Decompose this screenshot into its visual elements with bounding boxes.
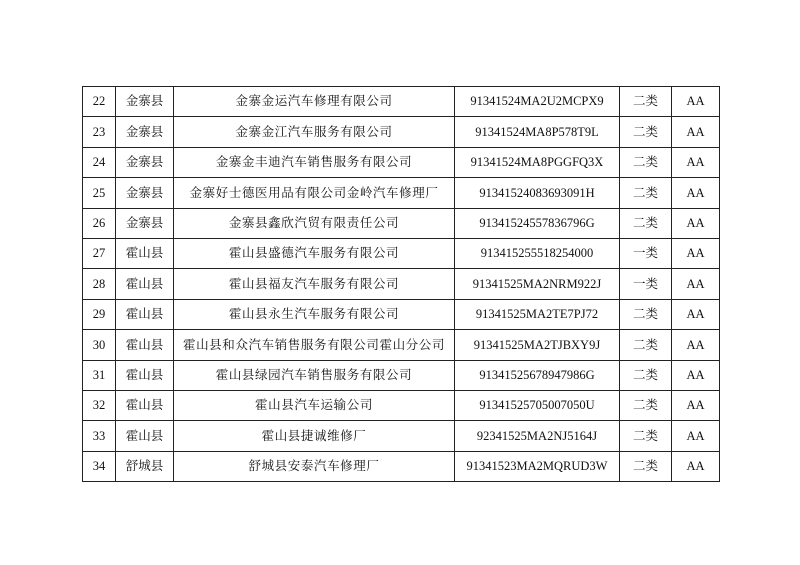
category-cell: 一类 (620, 269, 672, 299)
credit-code-cell: 91341524557836796G (455, 208, 620, 238)
row-number: 28 (83, 269, 116, 299)
credit-code-cell: 913415255518254000 (455, 238, 620, 268)
row-number: 32 (83, 390, 116, 420)
county-cell: 霍山县 (116, 269, 174, 299)
table-row (83, 269, 720, 299)
table-row (83, 117, 720, 147)
grade-cell: AA (672, 330, 720, 360)
company-name-cell: 霍山县绿园汽车销售服务有限公司 (174, 360, 455, 390)
company-name-cell: 霍山县汽车运输公司 (174, 390, 455, 420)
row-number: 26 (83, 208, 116, 238)
table-row (83, 178, 720, 208)
credit-code-cell: 91341524MA8PGGFQ3X (455, 147, 620, 177)
company-name-cell: 舒城县安泰汽车修理厂 (174, 451, 455, 481)
category-cell: 二类 (620, 87, 672, 117)
grade-cell: AA (672, 208, 720, 238)
county-cell: 舒城县 (116, 451, 174, 481)
grade-cell: AA (672, 87, 720, 117)
county-cell: 霍山县 (116, 421, 174, 451)
company-name-cell: 霍山县捷诚维修厂 (174, 421, 455, 451)
enterprise-table (82, 86, 720, 482)
company-name-cell: 霍山县和众汽车销售服务有限公司霍山分公司 (174, 330, 455, 360)
county-cell: 金寨县 (116, 208, 174, 238)
company-name-cell: 霍山县盛德汽车服务有限公司 (174, 238, 455, 268)
county-cell: 霍山县 (116, 360, 174, 390)
table-row (83, 360, 720, 390)
company-name-cell: 金寨金江汽车服务有限公司 (174, 117, 455, 147)
category-cell: 二类 (620, 330, 672, 360)
table-row (83, 451, 720, 481)
credit-code-cell: 91341525MA2NRM922J (455, 269, 620, 299)
company-name-cell: 金寨好士德医用品有限公司金岭汽车修理厂 (174, 178, 455, 208)
row-number: 34 (83, 451, 116, 481)
table-row (83, 299, 720, 329)
row-number: 27 (83, 238, 116, 268)
row-number: 29 (83, 299, 116, 329)
grade-cell: AA (672, 299, 720, 329)
category-cell: 二类 (620, 360, 672, 390)
table-row (83, 87, 720, 117)
credit-code-cell: 91341524MA8P578T9L (455, 117, 620, 147)
category-cell: 二类 (620, 421, 672, 451)
category-cell: 二类 (620, 147, 672, 177)
credit-code-cell: 91341525705007050U (455, 390, 620, 420)
row-number: 23 (83, 117, 116, 147)
category-cell: 二类 (620, 178, 672, 208)
grade-cell: AA (672, 238, 720, 268)
county-cell: 霍山县 (116, 299, 174, 329)
row-number: 33 (83, 421, 116, 451)
credit-code-cell: 91341525MA2TJBXY9J (455, 330, 620, 360)
credit-code-cell: 92341525MA2NJ5164J (455, 421, 620, 451)
category-cell: 一类 (620, 238, 672, 268)
credit-code-cell: 91341524MA2U2MCPX9 (455, 87, 620, 117)
credit-code-cell: 91341523MA2MQRUD3W (455, 451, 620, 481)
credit-code-cell: 91341525MA2TE7PJ72 (455, 299, 620, 329)
grade-cell: AA (672, 360, 720, 390)
county-cell: 霍山县 (116, 390, 174, 420)
table-row (83, 208, 720, 238)
county-cell: 金寨县 (116, 117, 174, 147)
grade-cell: AA (672, 451, 720, 481)
table-row (83, 330, 720, 360)
table-row (83, 238, 720, 268)
category-cell: 二类 (620, 390, 672, 420)
company-name-cell: 金寨金丰迪汽车销售服务有限公司 (174, 147, 455, 177)
company-name-cell: 霍山县永生汽车服务有限公司 (174, 299, 455, 329)
grade-cell: AA (672, 147, 720, 177)
company-name-cell: 金寨金运汽车修理有限公司 (174, 87, 455, 117)
table-row (83, 421, 720, 451)
county-cell: 金寨县 (116, 178, 174, 208)
county-cell: 金寨县 (116, 147, 174, 177)
grade-cell: AA (672, 117, 720, 147)
category-cell: 二类 (620, 299, 672, 329)
row-number: 24 (83, 147, 116, 177)
grade-cell: AA (672, 421, 720, 451)
grade-cell: AA (672, 178, 720, 208)
county-cell: 霍山县 (116, 330, 174, 360)
row-number: 22 (83, 87, 116, 117)
grade-cell: AA (672, 390, 720, 420)
grade-cell: AA (672, 269, 720, 299)
category-cell: 二类 (620, 208, 672, 238)
category-cell: 二类 (620, 451, 672, 481)
company-name-cell: 金寨县鑫欣汽贸有限责任公司 (174, 208, 455, 238)
credit-code-cell: 91341524083693091H (455, 178, 620, 208)
row-number: 31 (83, 360, 116, 390)
row-number: 30 (83, 330, 116, 360)
credit-code-cell: 91341525678947986G (455, 360, 620, 390)
row-number: 25 (83, 178, 116, 208)
county-cell: 霍山县 (116, 238, 174, 268)
county-cell: 金寨县 (116, 87, 174, 117)
category-cell: 二类 (620, 117, 672, 147)
company-name-cell: 霍山县福友汽车服务有限公司 (174, 269, 455, 299)
table-row (83, 390, 720, 420)
table-row (83, 147, 720, 177)
